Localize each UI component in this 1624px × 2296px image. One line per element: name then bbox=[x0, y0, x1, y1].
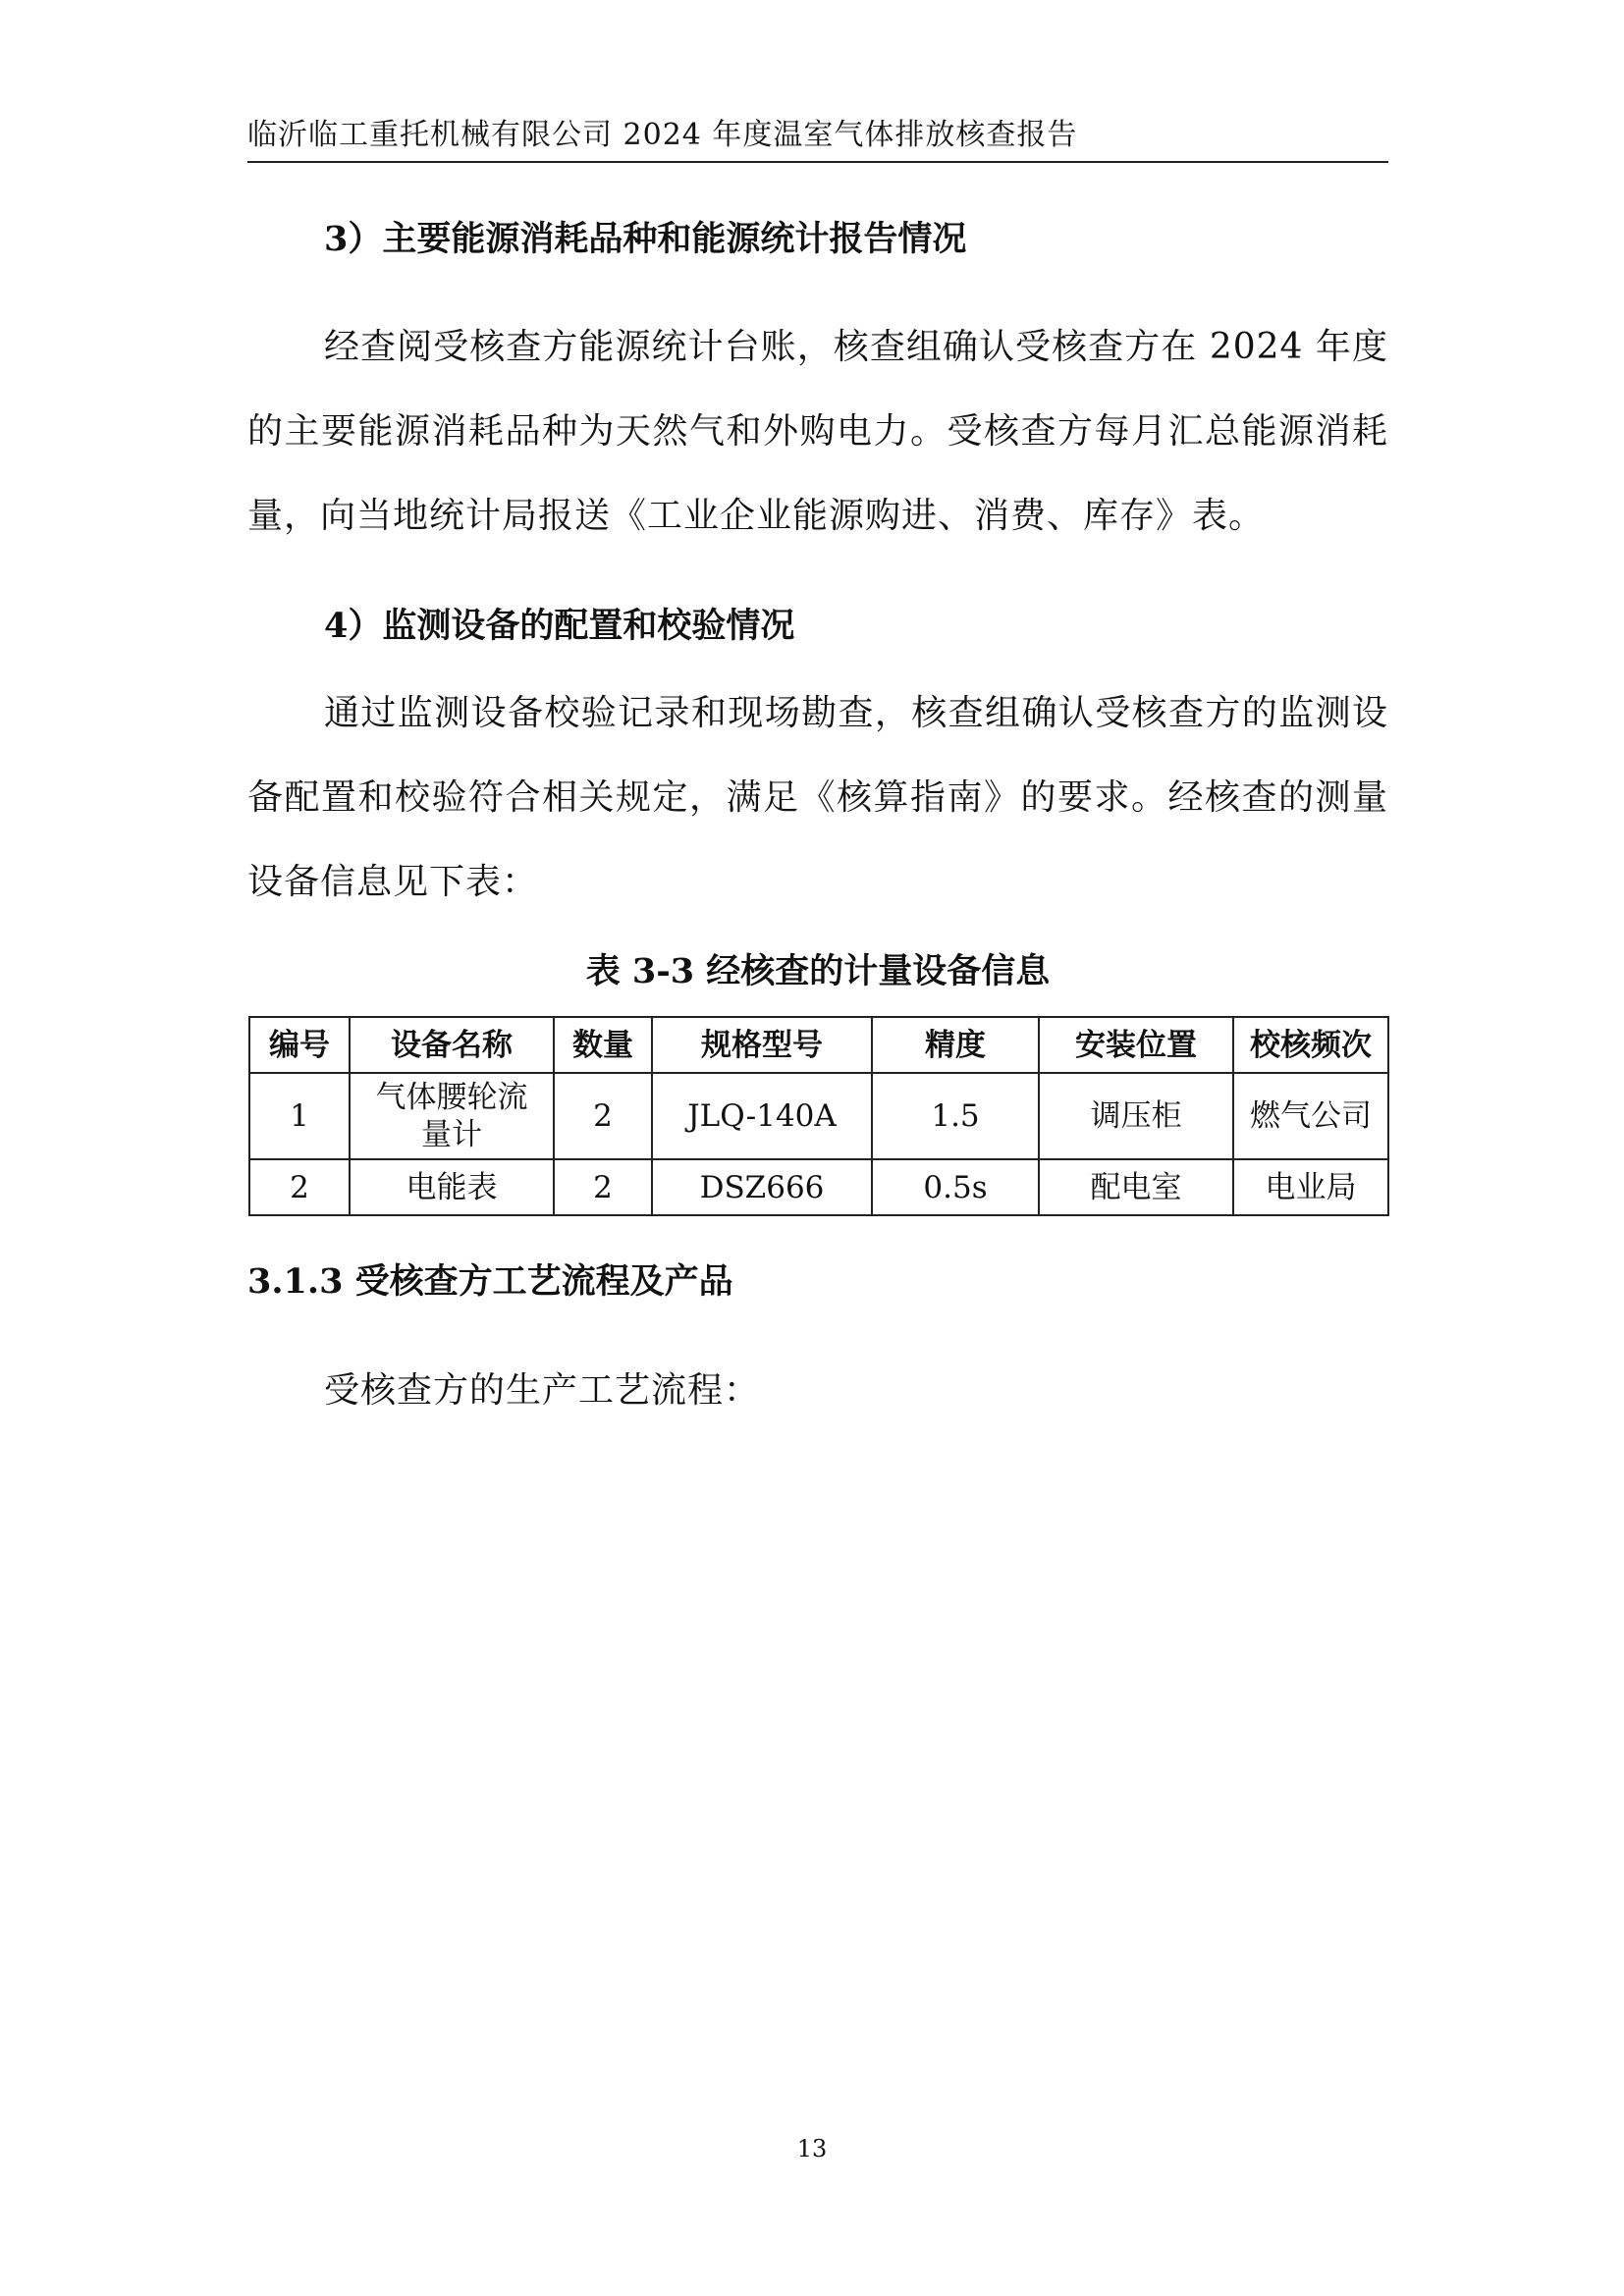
header-cell-number: 编号 bbox=[249, 1017, 350, 1073]
page-number: 13 bbox=[796, 2135, 828, 2163]
header-cell-equipment-name: 设备名称 bbox=[350, 1017, 554, 1073]
header-cell-location: 安装位置 bbox=[1039, 1017, 1233, 1073]
table-header-row bbox=[249, 1017, 1388, 1073]
table-cell: 配电室 bbox=[1039, 1159, 1233, 1215]
heading-monitoring-equipment: 4）监测设备的配置和校验情况 bbox=[324, 606, 795, 646]
table-row bbox=[249, 1159, 1388, 1215]
table-cell: 2 bbox=[554, 1159, 652, 1215]
table-cell: 燃气公司 bbox=[1233, 1073, 1388, 1159]
table-row bbox=[249, 1073, 1388, 1159]
header-cell-quantity: 数量 bbox=[554, 1017, 652, 1073]
table-cell: 2 bbox=[554, 1073, 652, 1159]
header-cell-model: 规格型号 bbox=[652, 1017, 872, 1073]
paragraph-monitoring-equipment: 通过监测设备校验记录和现场勘查，核查组确认受核查方的监测设备配置和校验符合相关规定，满足《核算指南》的要求。经核查的测量设备信息见下表： bbox=[247, 693, 1388, 902]
report-header-title: 临沂临工重托机械有限公司 2024 年度温室气体排放核查报告 bbox=[247, 118, 1078, 152]
table-cell: 电能表 bbox=[350, 1159, 554, 1215]
paragraph-process: 受核查方的生产工艺流程： bbox=[324, 1370, 761, 1411]
table-cell: 0.5s bbox=[872, 1159, 1039, 1215]
heading-energy-consumption: 3）主要能源消耗品种和能源统计报告情况 bbox=[324, 219, 967, 259]
table-cell: 2 bbox=[249, 1159, 350, 1215]
header-divider bbox=[247, 161, 1388, 163]
table-cell: 1.5 bbox=[872, 1073, 1039, 1159]
table-cell: DSZ666 bbox=[652, 1159, 872, 1215]
table-caption: 表 3-3 经核查的计量设备信息 bbox=[585, 951, 1051, 991]
heading-process-and-products: 3.1.3 受核查方工艺流程及产品 bbox=[247, 1261, 733, 1302]
table-cell: 调压柜 bbox=[1039, 1073, 1233, 1159]
paragraph-energy-consumption: 经查阅受核查方能源统计台账，核查组确认受核查方在 2024 年度的主要能源消耗品种为天然气和外购电力。受核查方每月汇总能源消耗量，向当地统计局报送《工业企业能源购进、消费、库存》表。 bbox=[247, 327, 1388, 536]
equipment-table bbox=[248, 1016, 1389, 1216]
header-cell-calibration-frequency: 校核频次 bbox=[1233, 1017, 1388, 1073]
header-cell-accuracy: 精度 bbox=[872, 1017, 1039, 1073]
table-cell: JLQ-140A bbox=[652, 1073, 872, 1159]
table-cell: 1 bbox=[249, 1073, 350, 1159]
table-cell: 气体腰轮流量计 bbox=[350, 1073, 554, 1159]
table-cell: 电业局 bbox=[1233, 1159, 1388, 1215]
